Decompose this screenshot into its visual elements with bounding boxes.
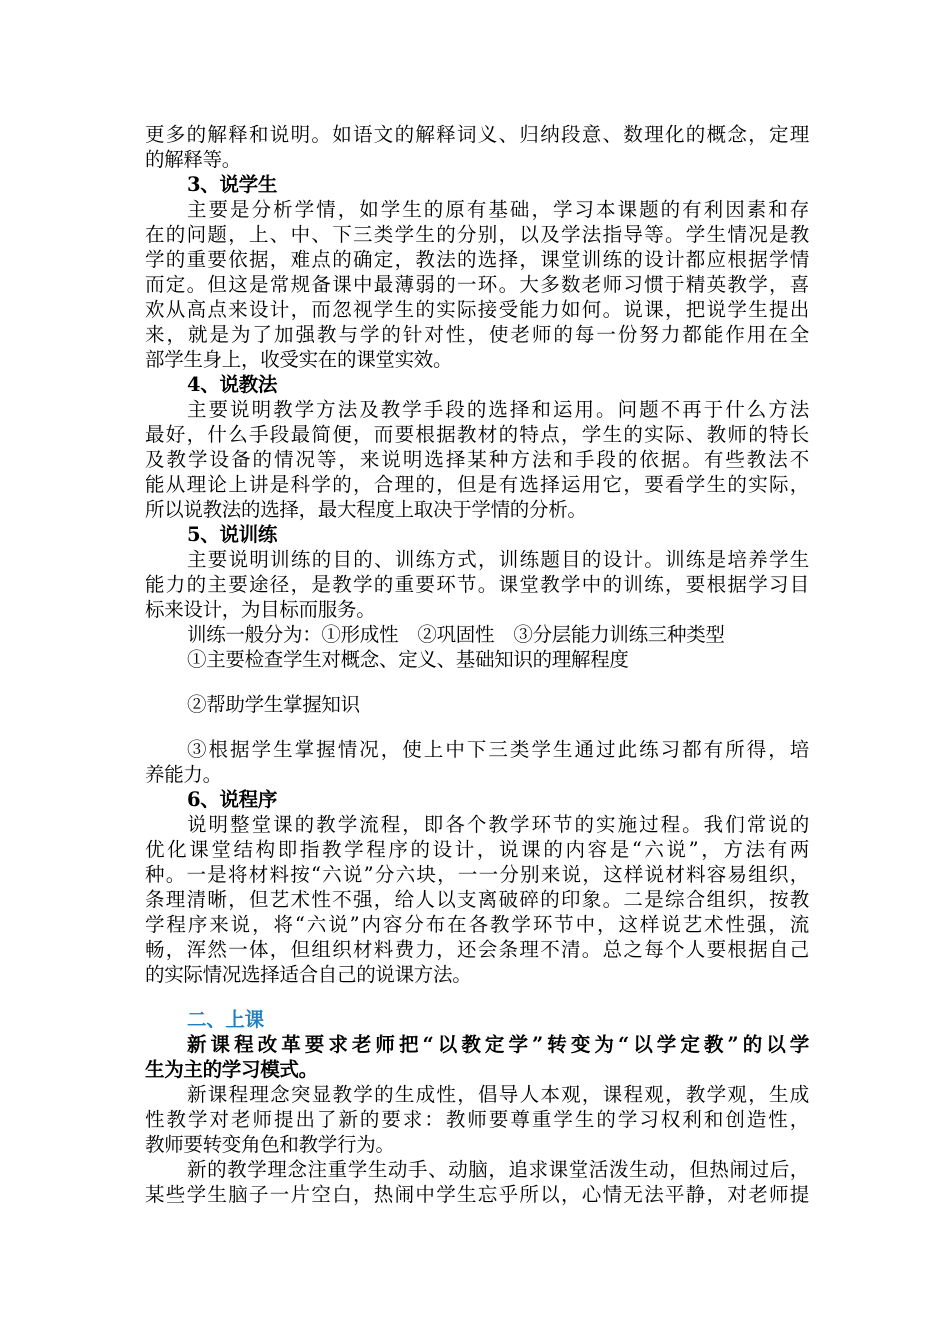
part-2-heading: 二、上课 — [187, 1008, 264, 1031]
paragraph-line: 种。一是将材料按“六说”分六块，一一分别来说，这样说材料容易组织， — [145, 863, 809, 886]
paragraph-line: 的实际情况选择适合自己的说课方法。 — [145, 963, 472, 986]
paragraph-line: 主要是分析学情，如学生的原有基础，学习本课题的有利因素和存 — [187, 198, 809, 221]
paragraph-line: 养能力。 — [145, 763, 222, 786]
paragraph-line: 最好，什么手段最简便，而要根据教材的特点，学生的实际、教师的特长 — [145, 423, 809, 446]
paragraph-line: 性教学对老师提出了新的要求：教师要尊重学生的学习权利和创造性， — [145, 1108, 809, 1131]
paragraph-line: 来，就是为了加强教与学的针对性，使老师的每一份努力都能作用在全 — [145, 323, 809, 346]
section-5-heading: 5、说训练 — [187, 523, 278, 546]
paragraph-line: 新的教学理念注重学生动手、动脑，追求课堂活泼生动，但热闹过后， — [187, 1158, 809, 1181]
paragraph-line: 学程序来说，将“六说”内容分布在各教学环节中，这样说艺术性强，流 — [145, 913, 809, 936]
paragraph-line: 部学生身上，收受实在的课堂实效。 — [145, 348, 453, 371]
paragraph-line: 主要说明教学方法及教学手段的选择和运用。问题不再于什么方法 — [187, 398, 809, 421]
paragraph-line: 及教学设备的情况等，来说明选择某种方法和手段的依据。有些教法不 — [145, 448, 809, 471]
blank-line — [145, 672, 809, 692]
section-6-heading: 6、说程序 — [187, 788, 278, 811]
blank-line — [145, 717, 809, 737]
part-2-paragraph-2 — [145, 1157, 809, 1207]
paragraph-line: 欢从高点来设计，而忽视学生的实际接受能力如何。说课，把说学生提出 — [145, 298, 809, 321]
section-4-heading: 4、说教法 — [187, 373, 278, 396]
paragraph-line: 教师要转变角色和教学行为。 — [145, 1133, 395, 1156]
paragraph-line: 某些学生脑子一片空白，热闹中学生忘乎所以，心情无法平静，对老师提 — [145, 1183, 809, 1206]
training-item-2: ②帮助学生掌握知识 — [187, 693, 360, 716]
training-types-line: 训练一般分为：①形成性 ②巩固性 ③分层能力训练三种类型 — [187, 623, 725, 646]
paragraph-line: 新课程理念突显教学的生成性，倡导人本观，课程观，教学观，生成 — [187, 1083, 809, 1106]
paragraph-line: 所以说教法的选择，最大程度上取决于学情的分析。 — [145, 498, 587, 521]
paragraph-line: 的解释等。 — [145, 148, 242, 171]
blank-line — [145, 987, 809, 1007]
paragraph-line: 学的重要依据，难点的确定，教法的选择，课堂训练的设计都应根据学情 — [145, 248, 809, 271]
document-page — [145, 122, 809, 1207]
paragraph-line: 新课程改革要求老师把“以教定学”转变为“以学定教”的以学 — [187, 1033, 809, 1056]
paragraph-line: 主要说明训练的目的、训练方式，训练题目的设计。训练是培养学生 — [187, 548, 809, 571]
paragraph-line: 在的问题，上、中、下三类学生的分别，以及学法指导等。学生情况是教 — [145, 223, 809, 246]
part-2-paragraph-1 — [145, 1082, 809, 1157]
paragraph-line: 而定。但这是常规备课中最薄弱的一环。大多数老师习惯于精英教学，喜 — [145, 273, 809, 296]
paragraph-line: 标来设计，为目标而服务。 — [145, 598, 376, 621]
paragraph-line: 生为主的学习模式。 — [145, 1058, 318, 1081]
paragraph-line: 优化课堂结构即指教学程序的设计，说课的内容是“六说”，方法有两 — [145, 838, 809, 861]
intro-paragraph — [145, 122, 809, 172]
training-item-3 — [145, 737, 809, 787]
paragraph-line: ③根据学生掌握情况，使上中下三类学生通过此练习都有所得，培 — [187, 738, 809, 761]
paragraph-line: 条理清晰，但艺术性不强，给人以支离破碎的印象。二是综合组织，按教 — [145, 888, 809, 911]
paragraph-line: 说明整堂课的教学流程，即各个教学环节的实施过程。我们常说的 — [187, 813, 809, 836]
section-3-paragraph — [145, 197, 809, 372]
paragraph-line: 更多的解释和说明。如语文的解释词义、归纳段意、数理化的概念，定理 — [145, 123, 809, 146]
paragraph-line: 能从理论上讲是科学的，合理的，但是有选择运用它，要看学生的实际， — [145, 473, 809, 496]
paragraph-line: 畅，浑然一体，但组织材料费力，还会条理不清。总之每个人要根据自己 — [145, 938, 809, 961]
part-2-bold-paragraph — [145, 1032, 809, 1082]
section-5-paragraph — [145, 547, 809, 622]
section-3-heading: 3、说学生 — [187, 173, 278, 196]
paragraph-line: 能力的主要途径，是教学的重要环节。课堂教学中的训练，要根据学习目 — [145, 573, 809, 596]
training-item-1: ①主要检查学生对概念、定义、基础知识的理解程度 — [187, 648, 629, 671]
section-4-paragraph — [145, 397, 809, 522]
section-6-paragraph — [145, 812, 809, 987]
